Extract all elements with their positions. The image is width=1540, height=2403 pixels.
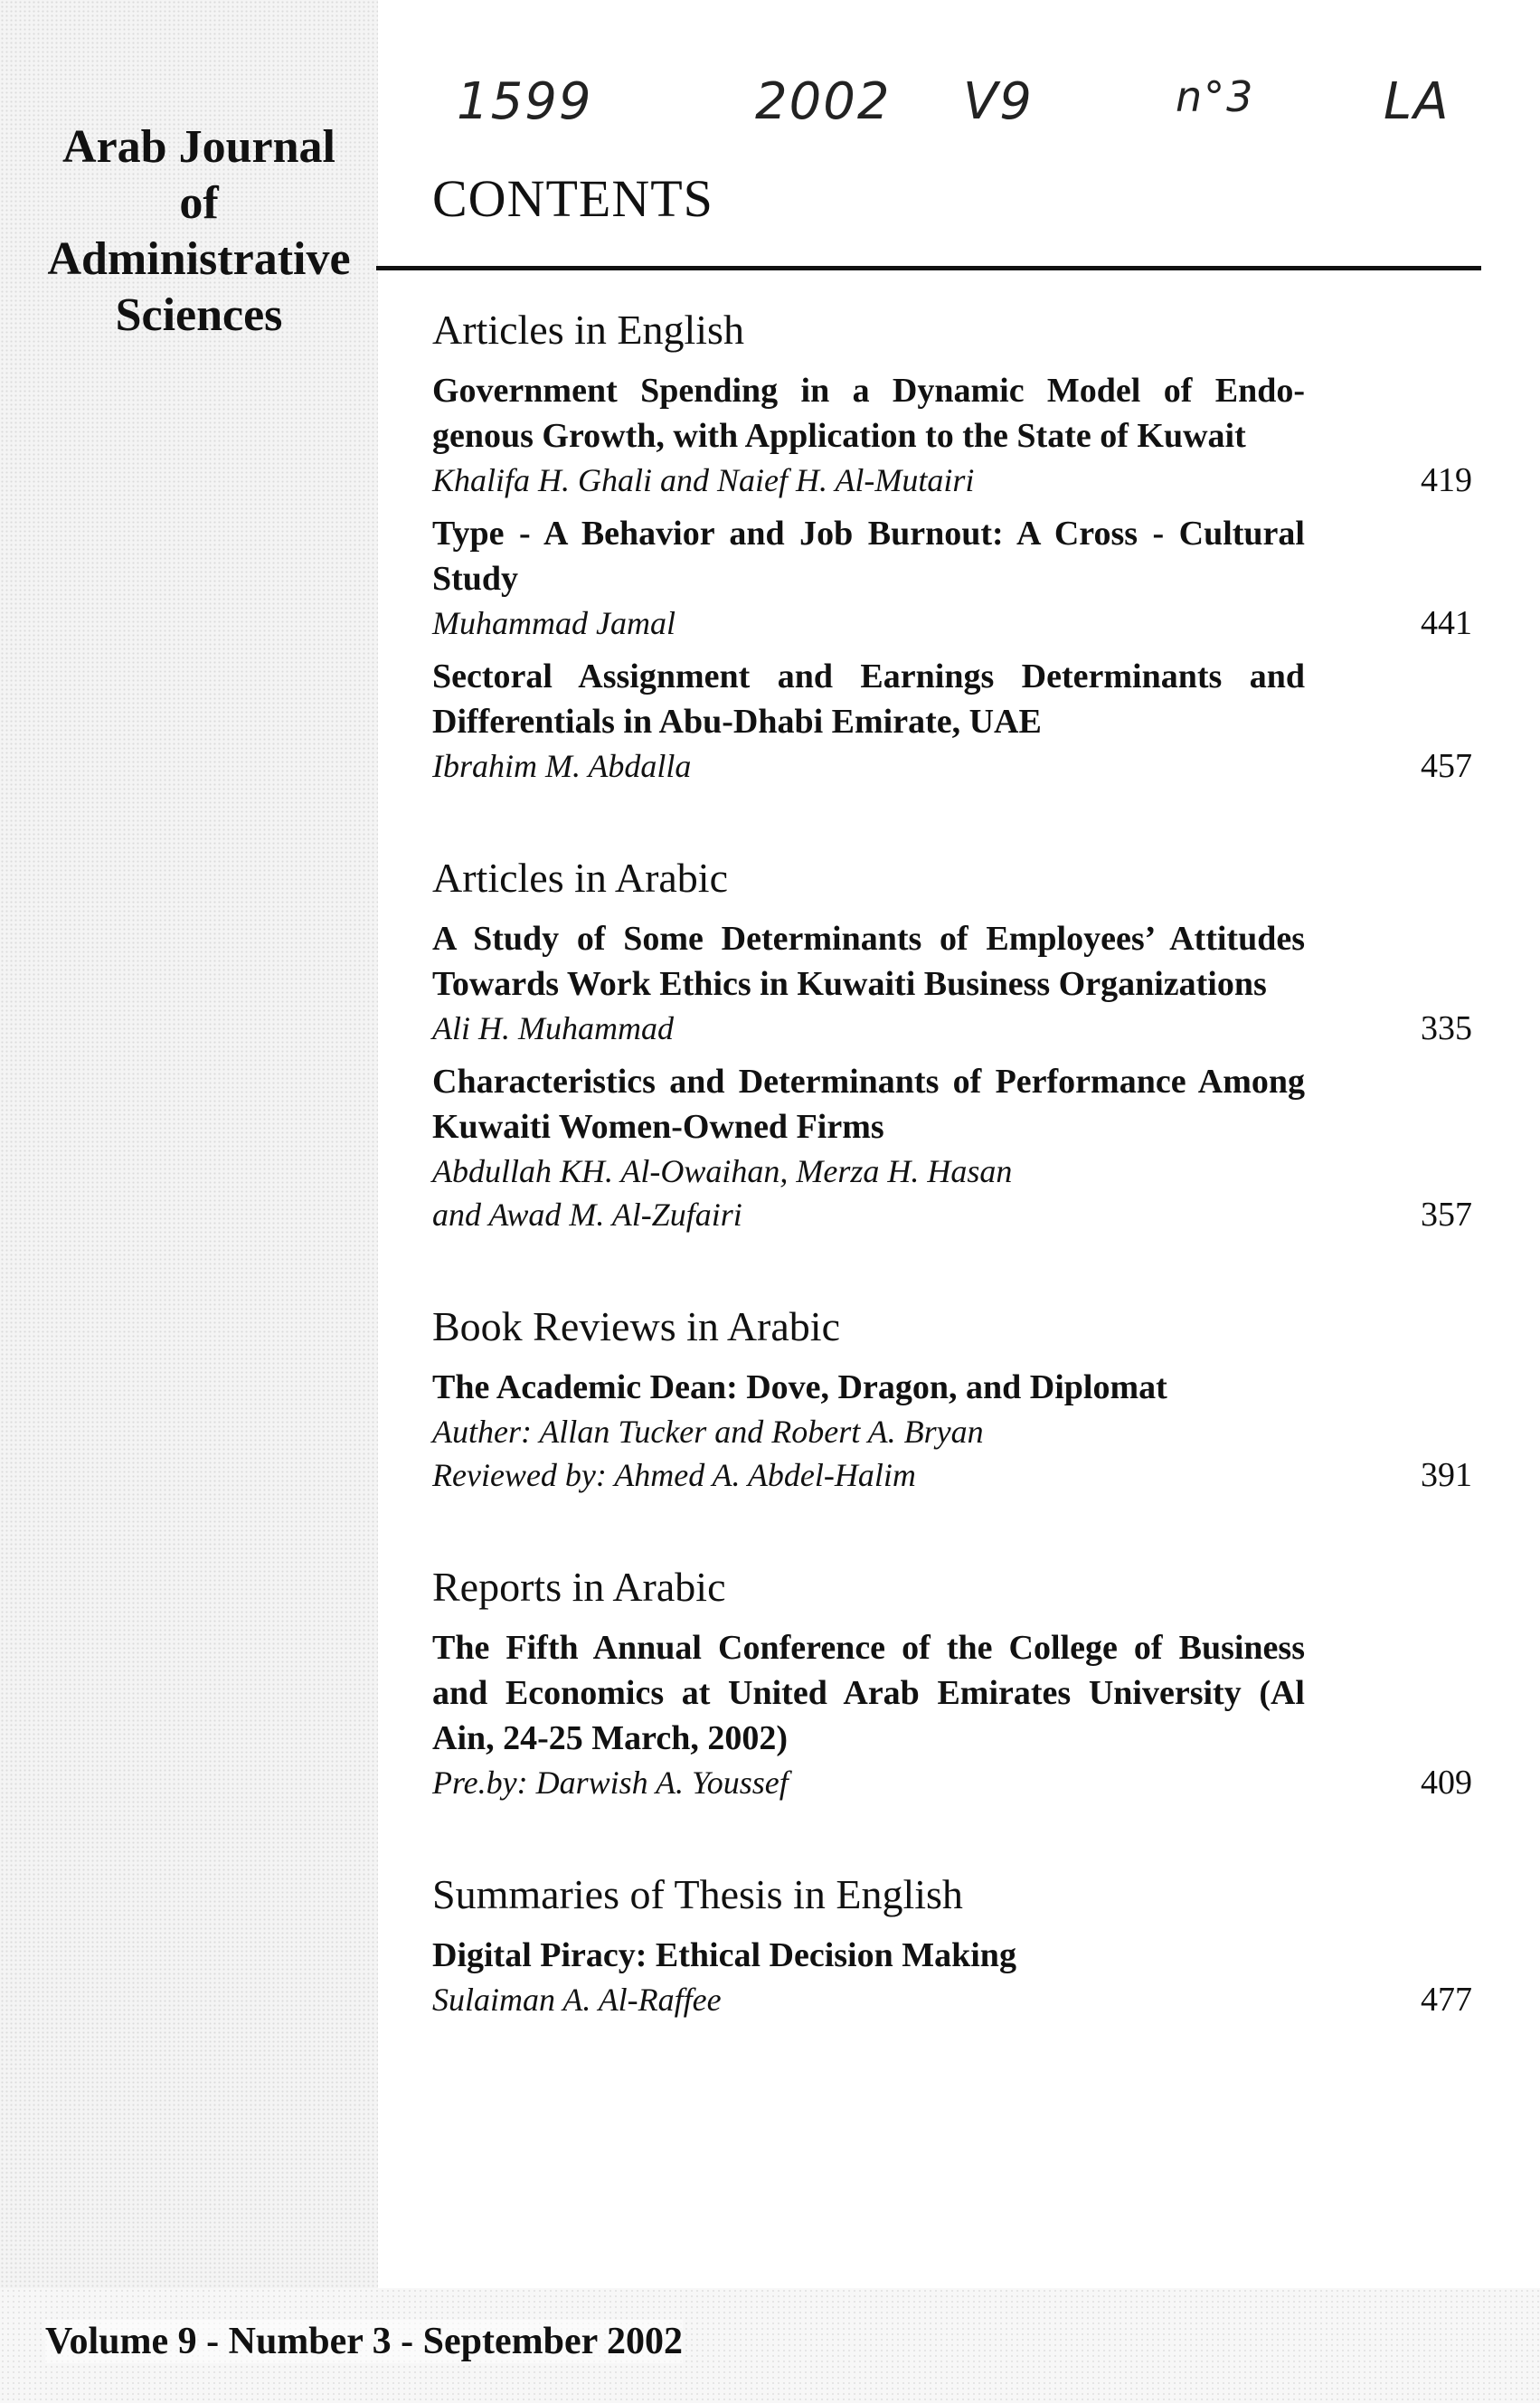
article-title: Characteristics and Determinants of Performance Among Kuwaiti Women-Owned Firms: [432, 1063, 1305, 1146]
toc-section: [432, 1868, 1472, 2021]
toc-section: [432, 1560, 1472, 1804]
section-title: Articles in Arabic: [432, 855, 729, 901]
handwritten-note: 1599: [457, 72, 593, 131]
toc-entry: [432, 1933, 1472, 2021]
article-author: and Awad M. Al-Zufairi: [432, 1197, 742, 1233]
article-author: Khalifa H. Ghali and Naief H. Al-Mutairi: [432, 462, 975, 498]
article-author: Reviewed by: Ahmed A. Abdel-Halim: [432, 1457, 916, 1493]
page-number: 335: [1421, 1009, 1472, 1047]
journal-title-line: Arab Journal: [62, 121, 335, 173]
article-author: Sulaiman A. Al-Raffee: [432, 1982, 722, 2018]
article-title: Sectoral Assignment and Earnings Determinants and Differentials in Abu-Dhabi Emirate, UAE: [432, 658, 1305, 741]
article-title: A Study of Some Determinants of Employees’ Attitudes Towards Work Ethics in Kuwaiti Business Organizations: [432, 920, 1305, 1003]
table-of-contents: [432, 303, 1472, 2085]
page-number: 457: [1421, 747, 1472, 785]
article-author: Abdullah KH. Al-Owaihan, Merza H. Hasan: [432, 1153, 1013, 1189]
section-title: Book Reviews in Arabic: [432, 1303, 840, 1349]
page-number: 357: [1421, 1196, 1472, 1234]
article-author: Muhammad Jamal: [432, 605, 676, 641]
toc-entry: [432, 1365, 1472, 1497]
journal-title-line: Administrative: [47, 233, 351, 285]
article-author: Auther: Allan Tucker and Robert A. Bryan: [432, 1414, 984, 1450]
toc-entry: [432, 368, 1472, 502]
journal-title: [18, 119, 380, 344]
toc-section: [432, 851, 1472, 1236]
handwritten-note: 2002: [755, 72, 892, 131]
heading-rule: [376, 266, 1481, 270]
toc-entry: [432, 916, 1472, 1050]
journal-title-line: Sciences: [115, 289, 283, 341]
handwritten-note: LA: [1384, 72, 1450, 131]
section-title: Articles in English: [432, 307, 744, 353]
page-number: 391: [1421, 1456, 1472, 1494]
article-title: The Fifth Annual Conference of the College of Business and Economics at United Arab Emirates University (Al Ain, 24-25 March, 2002): [432, 1629, 1305, 1757]
article-title: Government Spending in a Dynamic Model of Endo-genous Growth, with Application to the State of Kuwait: [432, 372, 1305, 455]
article-title: Type - A Behavior and Job Burnout: A Cross - Cultural Study: [432, 515, 1305, 598]
journal-title-line: of: [179, 177, 219, 229]
section-title: Summaries of Thesis in English: [432, 1871, 963, 1917]
handwritten-note: V9: [963, 72, 1034, 131]
article-author: Pre.by: Darwish A. Youssef: [432, 1764, 789, 1801]
section-title: Reports in Arabic: [432, 1564, 726, 1610]
toc-section: [432, 303, 1472, 788]
page-number: 409: [1421, 1764, 1472, 1802]
article-title: Digital Piracy: Ethical Decision Making: [432, 1936, 1016, 1974]
article-title: The Academic Dean: Dove, Dragon, and Diplomat: [432, 1368, 1167, 1406]
journal-sidebar: [0, 0, 378, 2403]
article-author: Ali H. Muhammad: [432, 1010, 674, 1046]
toc-entry: [432, 1625, 1472, 1804]
toc-entry: [432, 654, 1472, 788]
contents-heading: CONTENTS: [432, 169, 713, 228]
toc-section: [432, 1300, 1472, 1497]
article-author: Ibrahim M. Abdalla: [432, 748, 692, 784]
page-number: 477: [1421, 1981, 1472, 2019]
toc-entry: [432, 511, 1472, 645]
toc-entry: [432, 1059, 1472, 1236]
page-number: 419: [1421, 461, 1472, 499]
page-number: 441: [1421, 604, 1472, 642]
issue-info: Volume 9 - Number 3 - September 2002: [45, 2321, 684, 2362]
handwritten-note: n°3: [1176, 72, 1255, 121]
